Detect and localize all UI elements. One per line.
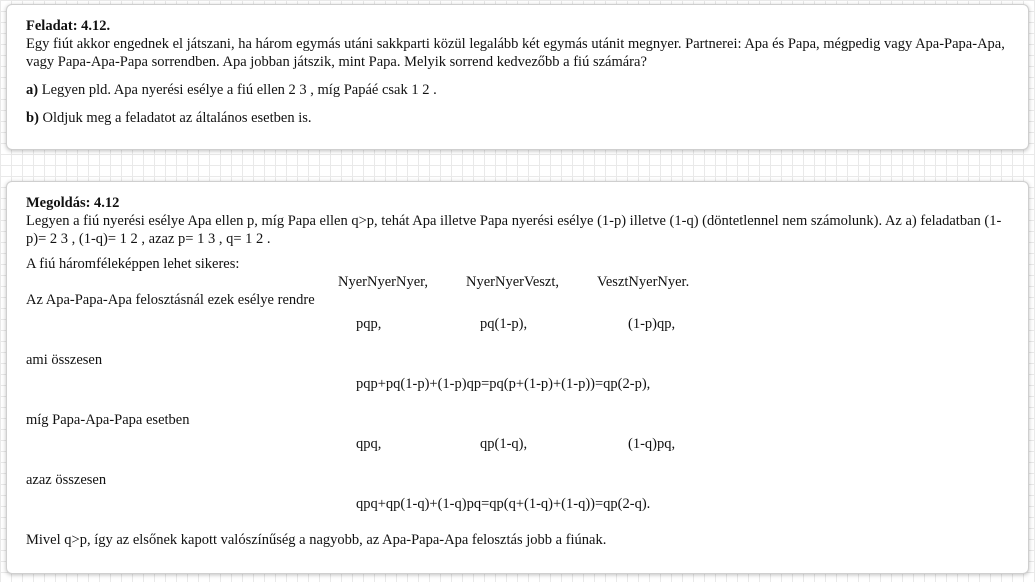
part-a-text: Legyen pld. Apa nyerési esélye a fiú ellen 2 3 , míg Papáé csak 1 2 .: [41, 82, 437, 98]
task-title: Feladat: 4.12.: [26, 18, 111, 34]
papa-term-1: qpq,: [356, 436, 382, 452]
header-win-win-win: NyerNyerNyer,: [338, 274, 429, 290]
apa-term-1: pqp,: [356, 316, 382, 332]
apa-label: Az Apa-Papa-Apa felosztásnál ezek esélye rendre: [26, 292, 315, 308]
task-part-b: [26, 109, 1009, 127]
part-b-label: b): [26, 110, 39, 126]
apa-sum: pqp+pq(1-p)+(1-p)qp=pq(p+(1-p)+(1-p))=qp(2-p),: [356, 376, 651, 392]
solution-intro: Legyen a fiú nyerési esélye Apa ellen p, míg Papa ellen q>p, tehát Apa illetve Papa nyerési esélye (1-p) illetve (1-q) (döntetlennel nem számolunk). Az a) feladatban (1-p)= 2 3 , (1-q)= 1 2 , azaz p= 1 3 , q= 1 2 .: [26, 213, 1002, 247]
papa-sum: qpq+qp(1-q)+(1-q)pq=qp(q+(1-q)+(1-q))=qp(2-q).: [356, 496, 651, 512]
task-card: [6, 4, 1029, 150]
solution-card: [6, 181, 1029, 574]
papa-term-2: qp(1-q),: [480, 436, 528, 452]
sum-label-2: azaz összesen: [26, 472, 107, 488]
part-b-text: Oldjuk meg a feladatot az általános esetben is.: [42, 110, 312, 126]
sum-label-1: ami összesen: [26, 352, 103, 368]
header-win-win-lose: NyerNyerVeszt,: [466, 274, 560, 290]
papa-label: míg Papa-Apa-Papa esetben: [26, 412, 190, 428]
apa-term-2: pq(1-p),: [480, 316, 528, 332]
apa-term-3: (1-p)qp,: [628, 316, 676, 332]
task-part-a: [26, 81, 1009, 99]
part-a-label: a): [26, 82, 39, 98]
ways-intro: A fiú háromféleképpen lehet sikeres:: [26, 256, 240, 272]
conclusion: Mivel q>p, így az elsőnek kapott valószínűség a nagyobb, az Apa-Papa-Apa felosztás jobb a fiúnak.: [26, 532, 607, 548]
solution-title: Megoldás: 4.12: [26, 195, 120, 211]
papa-term-3: (1-q)pq,: [628, 436, 676, 452]
header-lose-win-win: VesztNyerNyer.: [597, 274, 690, 290]
task-text: Egy fiút akkor engednek el játszani, ha három egymás utáni sakkparti közül legalább két egymás utánit megnyer. Partnerei: Apa és Papa, mégpedig vagy Apa-Papa-Apa, vagy Papa-Apa-Papa sorrendben. Apa jobban játszik, mint Papa. Melyik sorrend kedvezőbb a fiú számára?: [26, 36, 1005, 70]
